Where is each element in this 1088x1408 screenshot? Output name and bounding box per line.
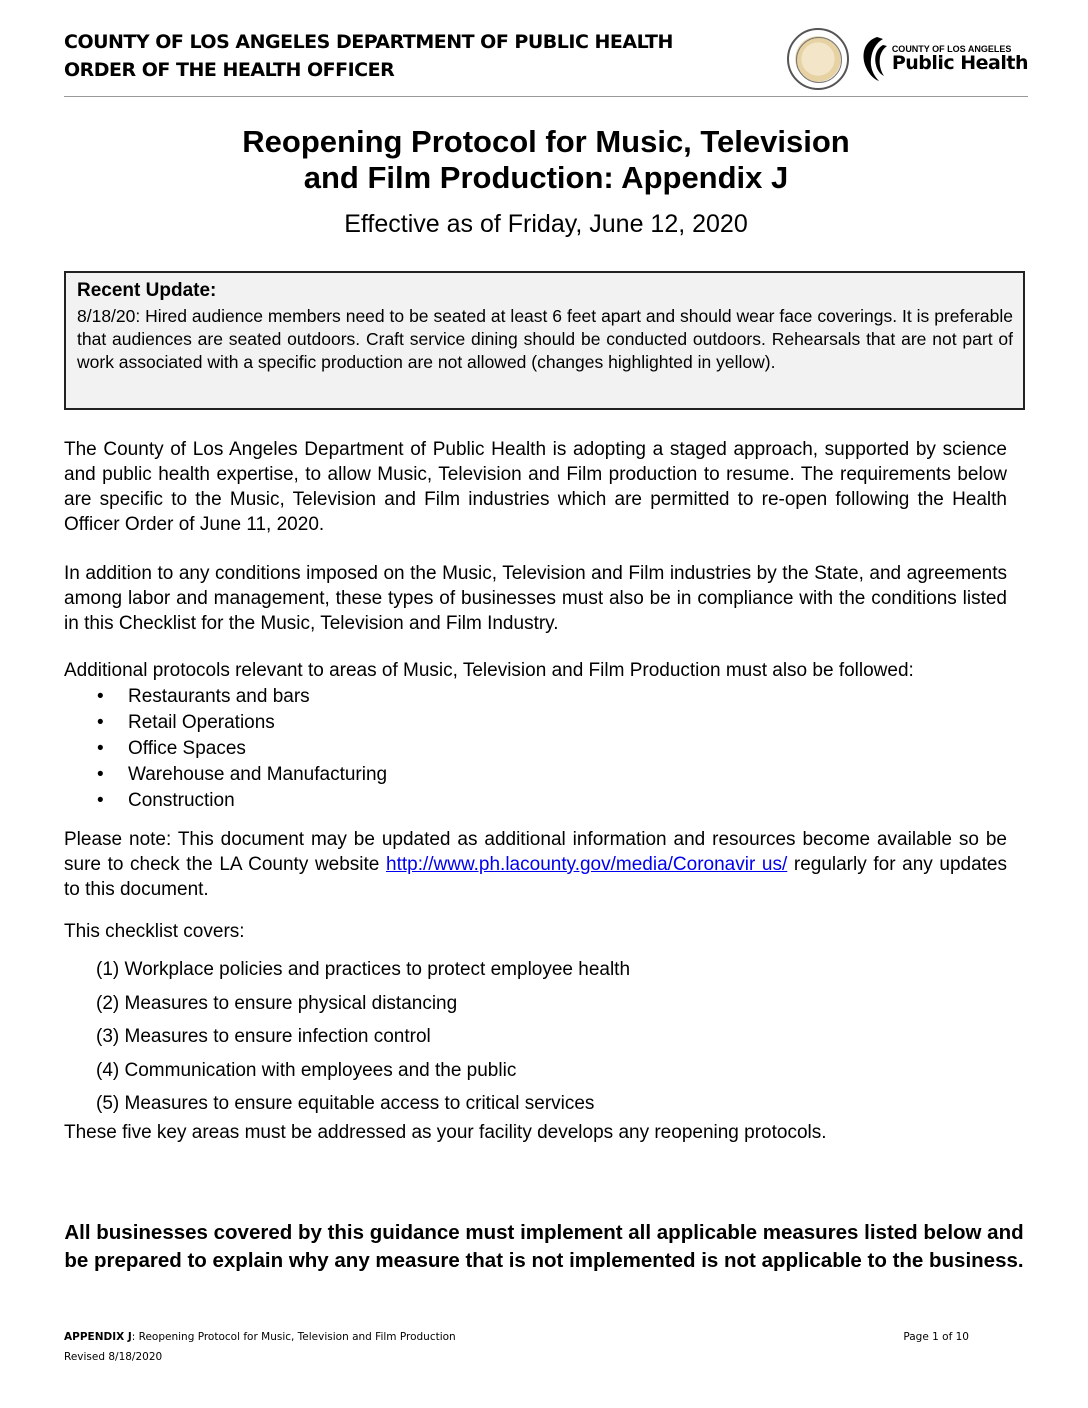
compliance-note: All businesses covered by this guidance must implement all applicable measures listed below and be prepared to explain why any measure that is not implemented is not applicable to the business.: [64, 1221, 1024, 1272]
list-item: • Construction: [64, 788, 387, 814]
document-footer: [64, 1327, 969, 1367]
list-item: (4) Communication with employees and the public: [96, 1059, 517, 1081]
list-item: (3) Measures to ensure infection control: [96, 1026, 431, 1047]
header-order: ORDER OF THE HEALTH OFFICER: [64, 59, 395, 81]
list-item: • Retail Operations: [64, 710, 387, 736]
recent-update-box: [64, 271, 1025, 410]
checklist-covers-label: This checklist covers:: [64, 921, 245, 942]
please-note-text-end: regularly for any updates to this document.: [64, 854, 1008, 900]
list-item: (1) Workplace policies and practices to protect employee health: [96, 959, 631, 980]
list-item: (5) Measures to ensure equitable access to critical services: [96, 1093, 595, 1114]
footer-appendix: [64, 1327, 456, 1347]
please-note-text: Please note: This document may be updated as additional information and resources become available so be sure to check the LA County website: [64, 829, 1007, 875]
document-header: [64, 28, 1028, 96]
protocols-list: [64, 684, 387, 814]
list-item: • Office Spaces: [64, 736, 387, 762]
document-title: [64, 124, 1028, 196]
footer-appendix-label: APPENDIX J: [64, 1331, 132, 1343]
la-county-website-link[interactable]: http://www.ph.lacounty.gov/media/Coronavir us/: [386, 854, 788, 875]
effective-date: Effective as of Friday, June 12, 2020: [344, 210, 748, 238]
logo-county-text: COUNTY OF LOS ANGELES: [891, 44, 1012, 54]
header-divider: [64, 96, 1028, 97]
footer-revised: Revised 8/18/2020: [64, 1351, 163, 1363]
intro-paragraph: The County of Los Angeles Department of Public Health is adopting a staged approach, supported by science and public health expertise, to allow Music, Television and Film production to resume. The requirements below are specific to the Music, Television and Film industries which are permitted to re-open following the Health Officer Order of June 11, 2020.: [64, 439, 1007, 535]
conditions-paragraph: In addition to any conditions imposed on the Music, Television and Film industries by the State, and agreements among labor and management, these types of businesses must also be in compliance with the conditions listed in this Checklist for the Music, Television and Film Industry.: [64, 563, 1007, 634]
please-note-paragraph: [64, 827, 1007, 902]
list-item: (2) Measures to ensure physical distancing: [96, 992, 458, 1014]
header-department: COUNTY OF LOS ANGELES DEPARTMENT OF PUBLIC HEALTH: [64, 31, 673, 53]
additional-protocols-paragraph: Additional protocols relevant to areas of Music, Television and Film Production must also be followed:: [64, 660, 914, 681]
recent-update-text: 8/18/20: Hired audience members need to be seated at least 6 feet apart and should wear face coverings. It is preferable that audiences are seated outdoors. Craft service dining should be conducted outdoors. Rehearsals that are not part of work associated with a specific production are not allowed (changes highlighted in yellow).: [77, 306, 1013, 372]
recent-update-heading: Recent Update:: [77, 280, 217, 301]
title-line-1: Reopening Protocol for Music, Television: [242, 124, 850, 159]
checklist-covers-list: [96, 953, 630, 1121]
footer-page-number: Page 1 of 10: [903, 1331, 969, 1343]
key-areas-paragraph: These five key areas must be addressed as your facility develops any reopening protocols.: [64, 1122, 827, 1143]
list-item: • Warehouse and Manufacturing: [64, 762, 387, 788]
public-health-mark-icon: [859, 35, 889, 83]
list-item: • Restaurants and bars: [64, 684, 387, 710]
public-health-logo: [859, 35, 1028, 83]
title-line-2: and Film Production: Appendix J: [303, 160, 789, 195]
logo-public-health-text: Public Health: [891, 52, 1028, 74]
county-seal-icon: [787, 28, 849, 90]
header-logos: [787, 28, 1028, 90]
footer-appendix-title: : Reopening Protocol for Music, Television and Film Production: [131, 1331, 456, 1343]
